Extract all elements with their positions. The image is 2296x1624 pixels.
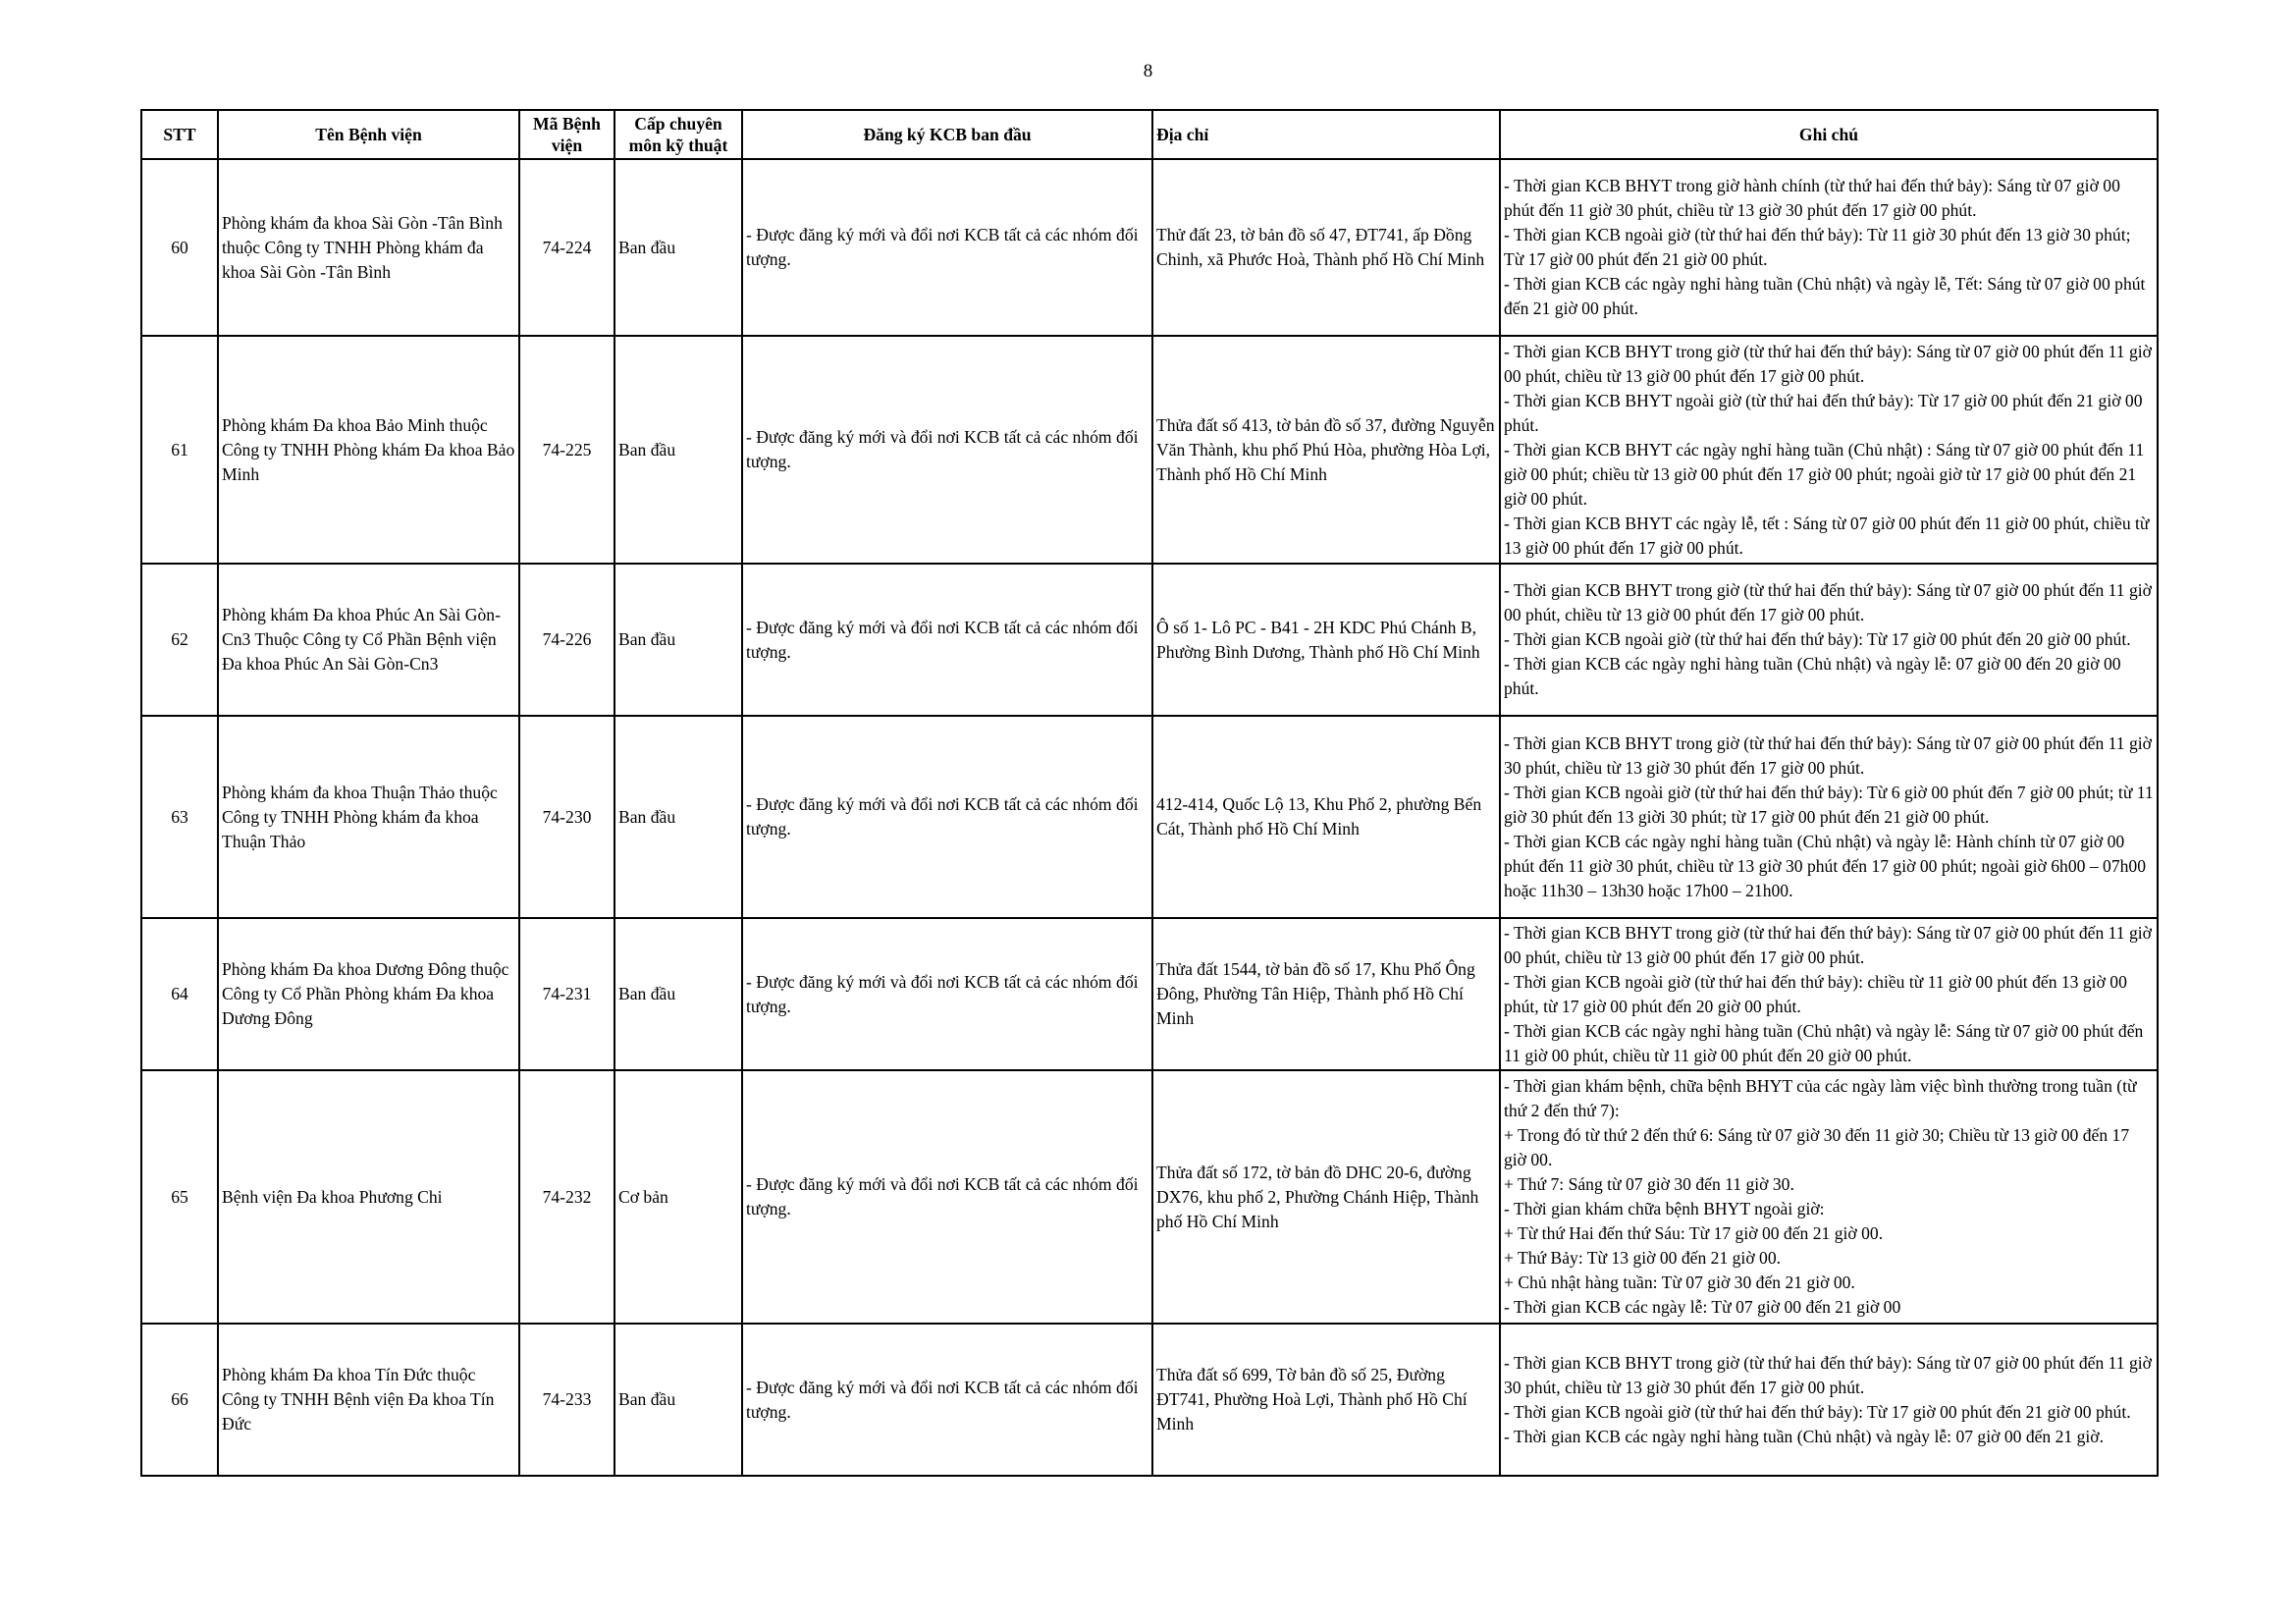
cell-address: Thửa đất số 699, Tờ bản đồ số 25, Đường ĐT741, Phường Hoà Lợi, Thành phố Hồ Chí Minh xyxy=(1152,1324,1500,1476)
cell-hospital-code: 74-224 xyxy=(519,159,614,336)
cell-registration: - Được đăng ký mới và đổi nơi KCB tất cả các nhóm đối tượng. xyxy=(742,1324,1152,1476)
cell-hospital-name: Bệnh viện Đa khoa Phương Chi xyxy=(218,1070,519,1324)
cell-note: - Thời gian KCB BHYT trong giờ hành chính (từ thứ hai đến thứ bảy): Sáng từ 07 giờ 00 phút đến 11 giờ 30 phút, chiều từ 13 giờ 30 phút đến 17 giờ 00 phút. - Thời gian KCB ngoài giờ (từ thứ hai đến thứ bảy): Từ 11 giờ 30 phút đến 13 giờ 30 phút; Từ 17 giờ 00 phút đến 21 giờ 00 phút. - Thời gian KCB các ngày nghỉ hàng tuần (Chủ nhật) và ngày lễ, Tết: Sáng từ 07 giờ 00 phút đến 21 giờ 00 phút. xyxy=(1500,159,2158,336)
table-row xyxy=(141,918,2158,1070)
cell-hospital-name: Phòng khám Đa khoa Tín Đức thuộc Công ty TNHH Bệnh viện Đa khoa Tín Đức xyxy=(218,1324,519,1476)
table-row xyxy=(141,159,2158,336)
cell-stt: 62 xyxy=(141,564,218,716)
cell-hospital-name: Phòng khám Đa khoa Dương Đông thuộc Công ty Cổ Phần Phòng khám Đa khoa Dương Đông xyxy=(218,918,519,1070)
cell-note: - Thời gian khám bệnh, chữa bệnh BHYT của các ngày làm việc bình thường trong tuần (từ thứ 2 đến thứ 7): + Trong đó từ thứ 2 đến thứ 6: Sáng từ 07 giờ 30 đến 11 giờ 30; Chiều từ 13 giờ 00 đến 17 giờ 00. + Thứ 7: Sáng từ 07 giờ 30 đến 11 giờ 30. - Thời gian khám chữa bệnh BHYT ngoài giờ: + Từ thứ Hai đến thứ Sáu: Từ 17 giờ 00 đến 21 giờ 00. + Thứ Bảy: Từ 13 giờ 00 đến 21 giờ 00. + Chủ nhật hàng tuần: Từ 07 giờ 30 đến 21 giờ 00. - Thời gian KCB các ngày lễ: Từ 07 giờ 00 đến 21 giờ 00 xyxy=(1500,1070,2158,1324)
cell-note: - Thời gian KCB BHYT trong giờ (từ thứ hai đến thứ bảy): Sáng từ 07 giờ 00 phút đến 11 giờ 00 phút, chiều từ 13 giờ 00 phút đến 17 giờ 00 phút. - Thời gian KCB BHYT ngoài giờ (từ thứ hai đến thứ bảy): Từ 17 giờ 00 phút đến 21 giờ 00 phút. - Thời gian KCB BHYT các ngày nghỉ hàng tuần (Chủ nhật) : Sáng từ 07 giờ 00 phút đến 11 giờ 00 phút; chiều từ 13 giờ 00 phút đến 17 giờ 00 phút; ngoài giờ từ 17 giờ 00 phút đến 21 giờ 00 phút. - Thời gian KCB BHYT các ngày lễ, tết : Sáng từ 07 giờ 00 phút đến 11 giờ 00 phút, chiều từ 13 giờ 00 phút đến 17 giờ 00 phút. xyxy=(1500,336,2158,564)
page-number: 8 xyxy=(1143,61,1153,81)
cell-hospital-code: 74-225 xyxy=(519,336,614,564)
cell-note: - Thời gian KCB BHYT trong giờ (từ thứ hai đến thứ bảy): Sáng từ 07 giờ 00 phút đến 11 giờ 00 phút, chiều từ 13 giờ 00 phút đến 17 giờ 00 phút. - Thời gian KCB ngoài giờ (từ thứ hai đến thứ bảy): Từ 17 giờ 00 phút đến 20 giờ 00 phút. - Thời gian KCB các ngày nghỉ hàng tuần (Chủ nhật) và ngày lễ: 07 giờ 00 đến 20 giờ 00 phút. xyxy=(1500,564,2158,716)
table-row xyxy=(141,1070,2158,1324)
cell-registration: - Được đăng ký mới và đổi nơi KCB tất cả các nhóm đối tượng. xyxy=(742,1070,1152,1324)
cell-level: Cơ bản xyxy=(614,1070,742,1324)
cell-address: Thửa đất số 172, tờ bản đồ DHC 20-6, đường DX76, khu phố 2, Phường Chánh Hiệp, Thành phố Hồ Chí Minh xyxy=(1152,1070,1500,1324)
cell-level: Ban đầu xyxy=(614,564,742,716)
cell-stt: 63 xyxy=(141,716,218,918)
header-stt: STT xyxy=(141,110,218,159)
cell-hospital-name: Phòng khám đa khoa Sài Gòn -Tân Bình thuộc Công ty TNHH Phòng khám đa khoa Sài Gòn -Tân Bình xyxy=(218,159,519,336)
cell-address: Thửa đất 1544, tờ bản đồ số 17, Khu Phố Ông Đông, Phường Tân Hiệp, Thành phố Hồ Chí Minh xyxy=(1152,918,1500,1070)
cell-level: Ban đầu xyxy=(614,716,742,918)
table-row xyxy=(141,716,2158,918)
hospital-table xyxy=(140,109,2159,1477)
cell-stt: 65 xyxy=(141,1070,218,1324)
cell-hospital-name: Phòng khám Đa khoa Phúc An Sài Gòn-Cn3 Thuộc Công ty Cổ Phần Bệnh viện Đa khoa Phúc An Sài Gòn-Cn3 xyxy=(218,564,519,716)
cell-stt: 64 xyxy=(141,918,218,1070)
cell-address: Thửa đất số 413, tờ bản đồ số 37, đường Nguyễn Văn Thành, khu phố Phú Hòa, phường Hòa Lợi, Thành phố Hồ Chí Minh xyxy=(1152,336,1500,564)
cell-stt: 66 xyxy=(141,1324,218,1476)
cell-hospital-code: 74-232 xyxy=(519,1070,614,1324)
cell-registration: - Được đăng ký mới và đổi nơi KCB tất cả các nhóm đối tượng. xyxy=(742,159,1152,336)
cell-registration: - Được đăng ký mới và đổi nơi KCB tất cả các nhóm đối tượng. xyxy=(742,716,1152,918)
header-name: Tên Bệnh viện xyxy=(218,110,519,159)
cell-registration: - Được đăng ký mới và đổi nơi KCB tất cả các nhóm đối tượng. xyxy=(742,336,1152,564)
header-registration: Đăng ký KCB ban đầu xyxy=(742,110,1152,159)
cell-level: Ban đầu xyxy=(614,159,742,336)
table-row xyxy=(141,1324,2158,1476)
table-header-row xyxy=(141,110,2158,159)
cell-address: Thử đất 23, tờ bản đồ số 47, ĐT741, ấp Đồng Chinh, xã Phước Hoà, Thành phố Hồ Chí Minh xyxy=(1152,159,1500,336)
header-level: Cấp chuyên môn kỹ thuật xyxy=(614,110,742,159)
cell-hospital-code: 74-230 xyxy=(519,716,614,918)
cell-note: - Thời gian KCB BHYT trong giờ (từ thứ hai đến thứ bảy): Sáng từ 07 giờ 00 phút đến 11 giờ 30 phút, chiều từ 13 giờ 30 phút đến 17 giờ 00 phút. - Thời gian KCB ngoài giờ (từ thứ hai đến thứ bảy): Từ 6 giờ 00 phút đến 7 giờ 00 phút; từ 11 giờ 30 phút đến 13 giời 30 phút; từ 17 giờ 00 phút đến 21 giờ 00 phút. - Thời gian KCB các ngày nghỉ hàng tuần (Chủ nhật) và ngày lễ: Hành chính từ 07 giờ 00 phút đến 11 giờ 30 phút, chiều từ 13 giờ 30 phút đến 17 giờ 00 phút; ngoài giờ 6h00 – 07h00 hoặc 11h30 – 13h30 hoặc 17h00 – 21h00. xyxy=(1500,716,2158,918)
header-address: Địa chỉ xyxy=(1152,110,1500,159)
table-row xyxy=(141,336,2158,564)
cell-hospital-name: Phòng khám đa khoa Thuận Thảo thuộc Công ty TNHH Phòng khám đa khoa Thuận Thảo xyxy=(218,716,519,918)
cell-hospital-name: Phòng khám Đa khoa Bảo Minh thuộc Công ty TNHH Phòng khám Đa khoa Bảo Minh xyxy=(218,336,519,564)
cell-registration: - Được đăng ký mới và đổi nơi KCB tất cả các nhóm đối tượng. xyxy=(742,564,1152,716)
cell-registration: - Được đăng ký mới và đổi nơi KCB tất cả các nhóm đối tượng. xyxy=(742,918,1152,1070)
header-note: Ghi chú xyxy=(1500,110,2158,159)
cell-hospital-code: 74-233 xyxy=(519,1324,614,1476)
cell-hospital-code: 74-231 xyxy=(519,918,614,1070)
cell-level: Ban đầu xyxy=(614,1324,742,1476)
cell-level: Ban đầu xyxy=(614,918,742,1070)
cell-note: - Thời gian KCB BHYT trong giờ (từ thứ hai đến thứ bảy): Sáng từ 07 giờ 00 phút đến 11 giờ 30 phút, chiều từ 13 giờ 30 phút đến 17 giờ 00 phút. - Thời gian KCB ngoài giờ (từ thứ hai đến thứ bảy): Từ 17 giờ 00 phút đến 21 giờ 00 phút. - Thời gian KCB các ngày nghỉ hàng tuần (Chủ nhật) và ngày lễ: 07 giờ 00 đến 21 giờ. xyxy=(1500,1324,2158,1476)
cell-hospital-code: 74-226 xyxy=(519,564,614,716)
table-row xyxy=(141,564,2158,716)
cell-stt: 60 xyxy=(141,159,218,336)
cell-address: 412-414, Quốc Lộ 13, Khu Phố 2, phường Bến Cát, Thành phố Hồ Chí Minh xyxy=(1152,716,1500,918)
cell-address: Ô số 1- Lô PC - B41 - 2H KDC Phú Chánh B, Phường Bình Dương, Thành phố Hồ Chí Minh xyxy=(1152,564,1500,716)
cell-level: Ban đầu xyxy=(614,336,742,564)
header-code: Mã Bệnh viện xyxy=(519,110,614,159)
cell-stt: 61 xyxy=(141,336,218,564)
cell-note: - Thời gian KCB BHYT trong giờ (từ thứ hai đến thứ bảy): Sáng từ 07 giờ 00 phút đến 11 giờ 00 phút, chiều từ 13 giờ 00 phút đến 17 giờ 00 phút. - Thời gian KCB ngoài giờ (từ thứ hai đến thứ bảy): chiều từ 11 giờ 00 phút đến 13 giờ 00 phút, từ 17 giờ 00 phút đến 20 giờ 00 phút. - Thời gian KCB các ngày nghỉ hàng tuần (Chủ nhật) và ngày lễ: Sáng từ 07 giờ 00 phút đến 11 giờ 00 phút, chiều từ 11 giờ 00 phút đến 20 giờ 00 phút. xyxy=(1500,918,2158,1070)
